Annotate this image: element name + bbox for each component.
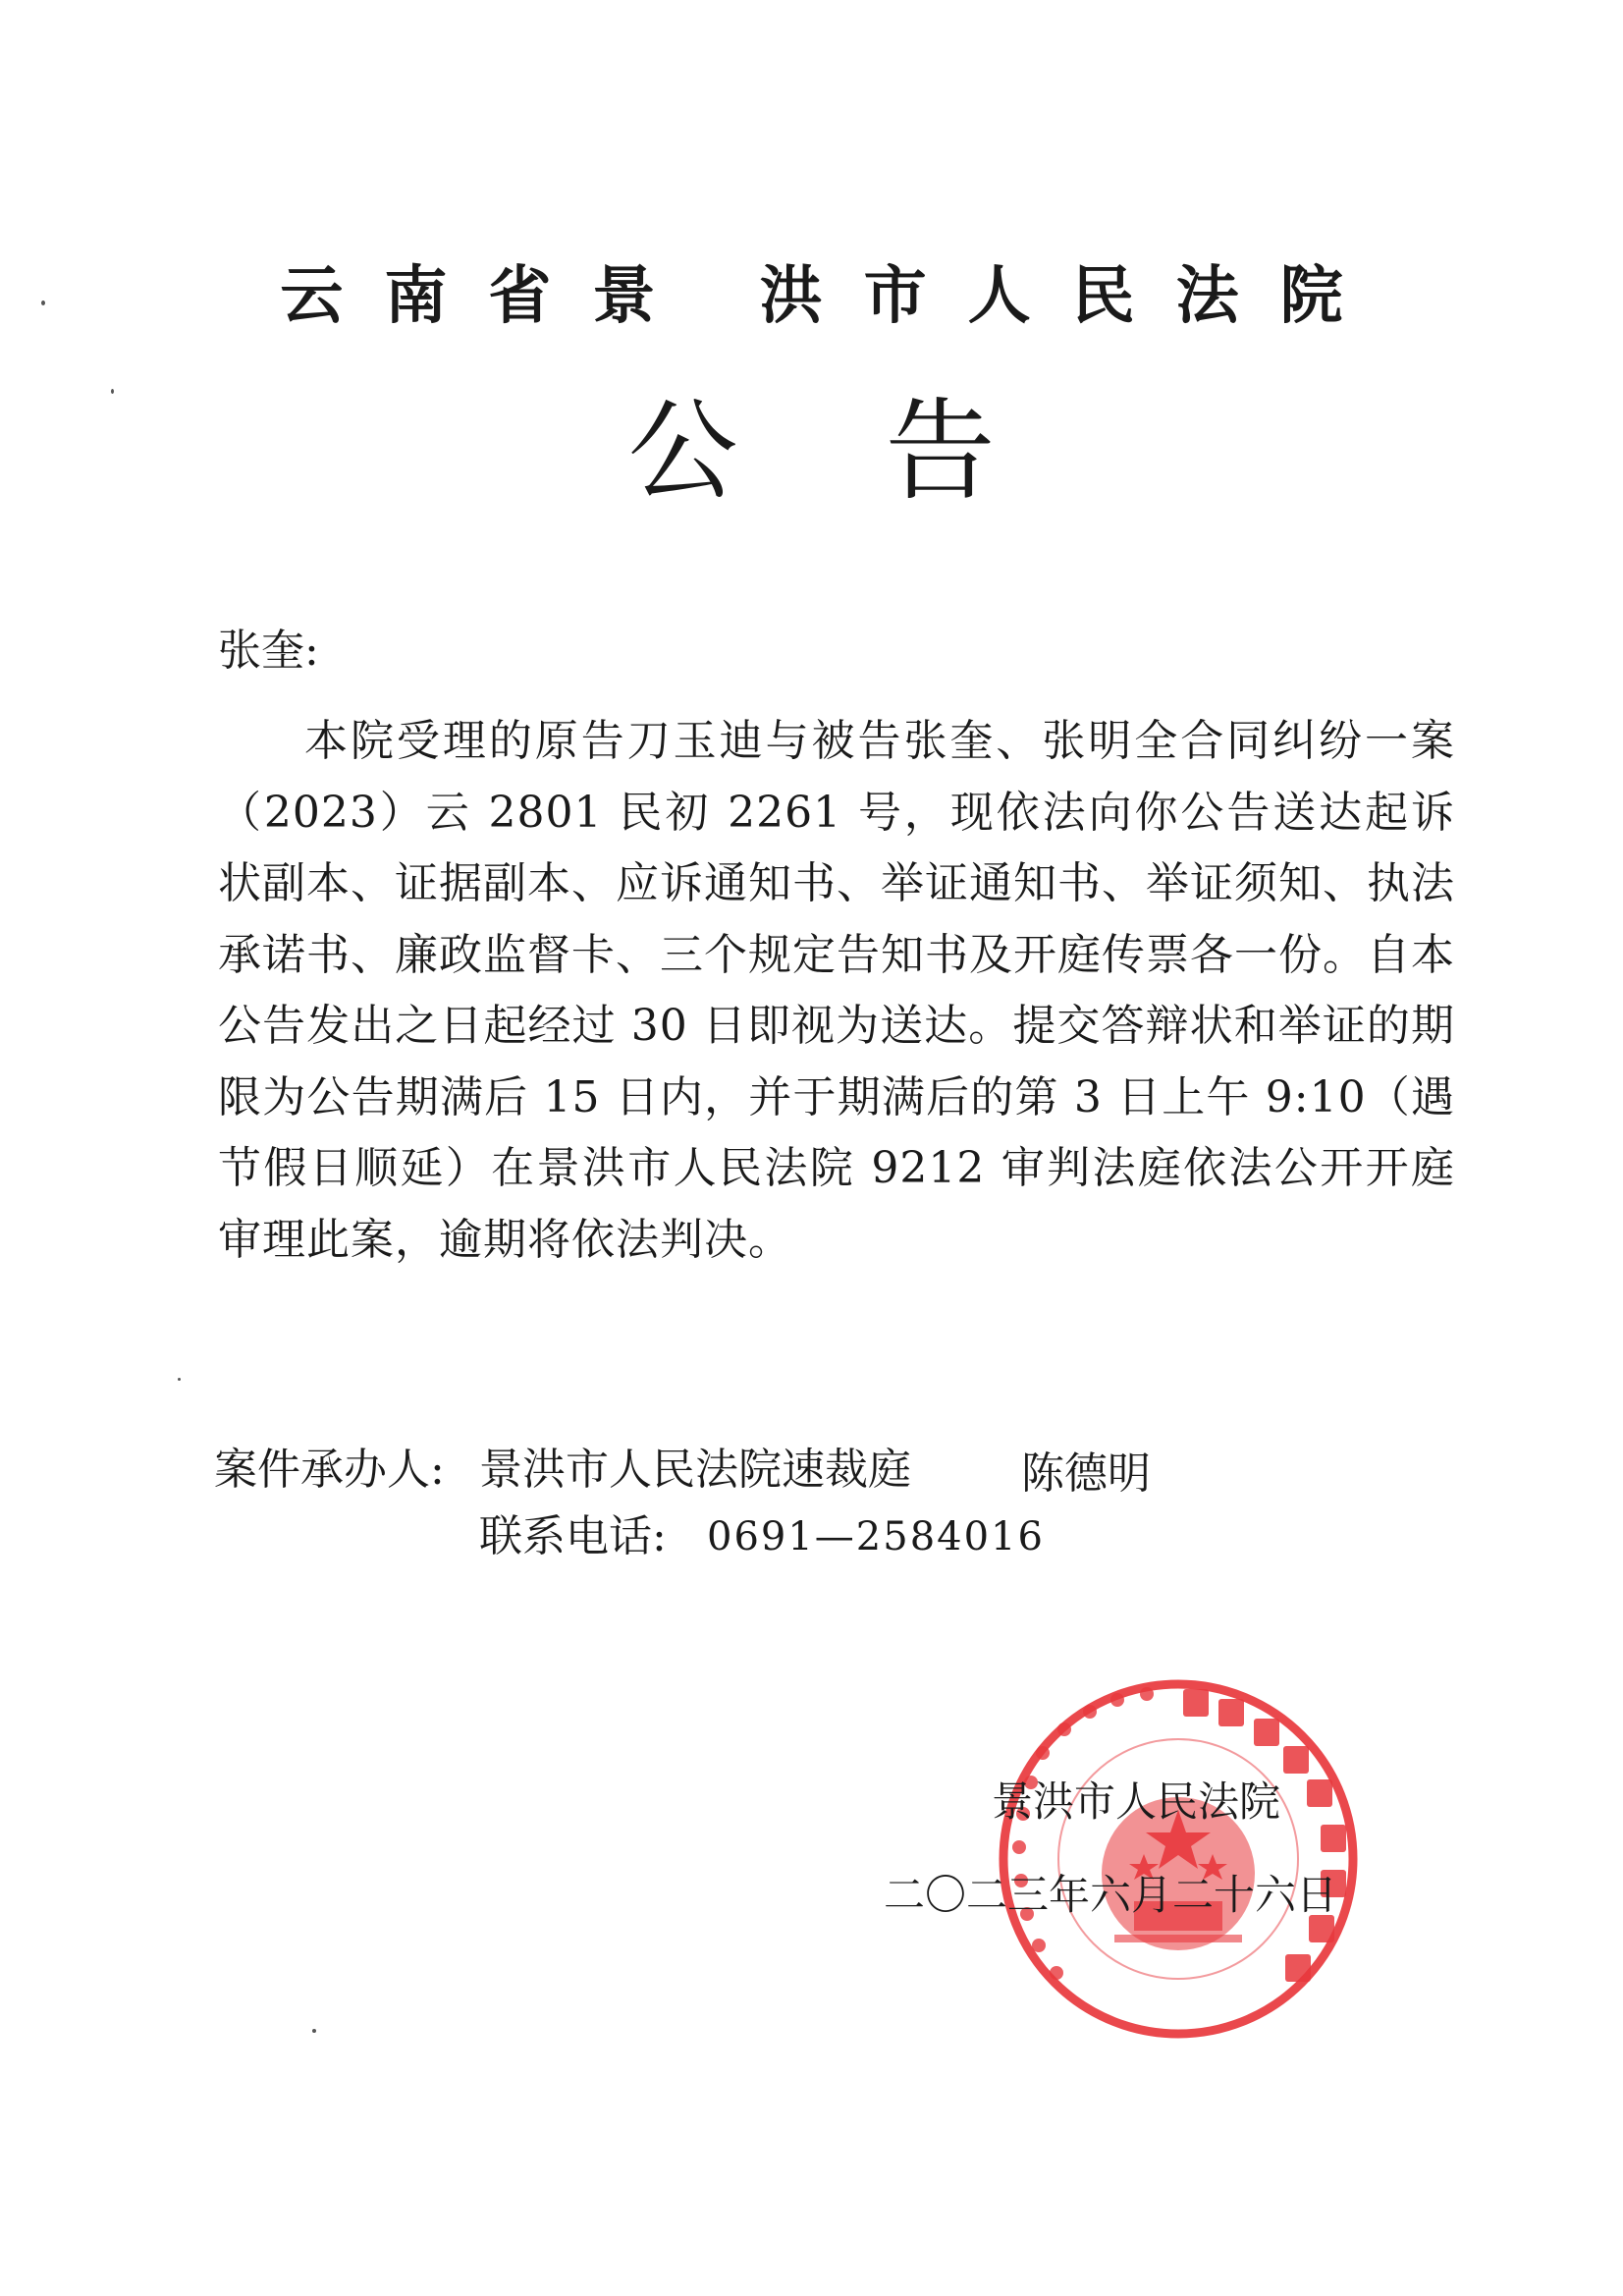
scan-speck	[111, 389, 114, 394]
notice-body: 本院受理的原告刀玉迪与被告张奎、张明全合同纠纷一案（2023）云 2801 民初 2261 号，现依法向你公告送达起诉状副本、证据副本、应诉通知书、举证通知书、举证须知、执法承诺书、廉政监督卡、三个规定告知书及开庭传票各一份。自本公告发出之日起经过 30 日即视为送达。提交答辩状和举证的期限为公告期满后 15 日内，并于期满后的第 3 日上午 9:10（遇节假日顺延）在景洪市人民法院 9212 审判法庭依法公开开庭审理此案，逾期将依法判决。	[218, 716, 1455, 1265]
signature-date: 二〇二三年六月二十六日	[884, 1871, 1338, 1919]
scan-speck	[41, 301, 45, 305]
scan-speck	[312, 2029, 316, 2033]
case-handler-department: 景洪市人民法院速裁庭	[479, 1445, 911, 1495]
contact-phone-label: 联系电话:	[479, 1511, 667, 1561]
signature-court-name: 景洪市人民法院	[992, 1777, 1281, 1826]
court-seal-stamp	[997, 1677, 1360, 2041]
contact-phone-number: 0691—2584016	[707, 1514, 1045, 1559]
case-handler-name: 陈德明	[1021, 1449, 1151, 1499]
document-title: 公告	[627, 388, 1143, 516]
court-header-title: 云南省景 洪市人民法院	[280, 259, 1384, 333]
case-handler-label: 案件承办人:	[214, 1445, 445, 1495]
scan-speck	[178, 1378, 181, 1381]
addressee: 张奎:	[218, 626, 319, 676]
